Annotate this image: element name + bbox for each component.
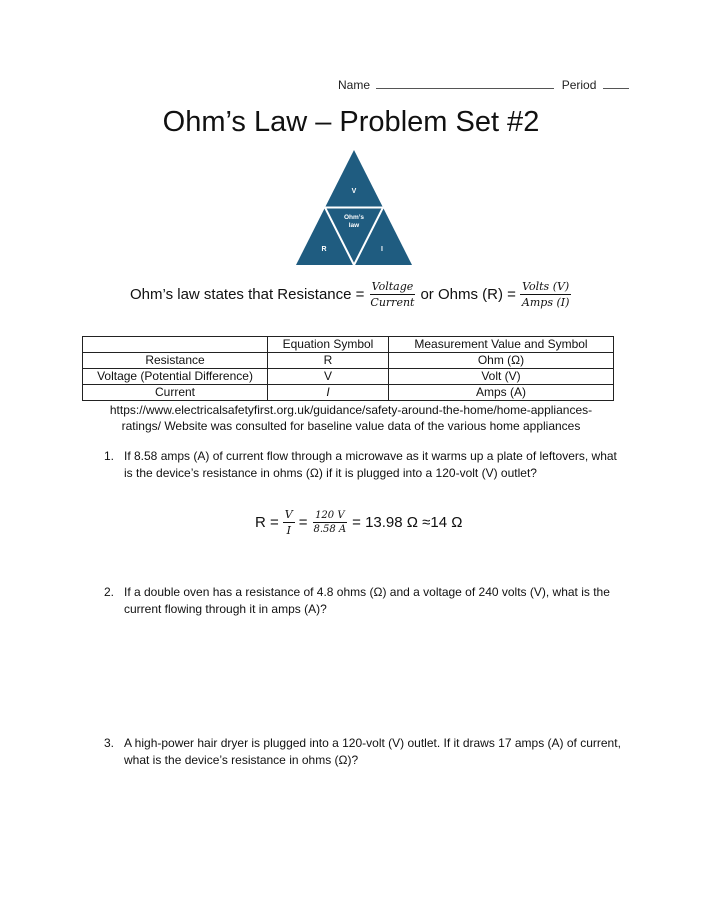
table-cell: Current <box>83 385 268 401</box>
source-citation <box>0 402 702 434</box>
table-row <box>83 369 614 385</box>
question-1-answer <box>255 508 462 537</box>
fraction-numerator: 120 V <box>315 510 345 521</box>
answer-result: = 13.98 Ω ≈14 Ω <box>352 514 463 531</box>
triangle-letter-r: R <box>321 246 327 253</box>
fraction-numerator: V <box>284 508 293 521</box>
question-text: A high-power hair dryer is plugged into a 120-volt (V) outlet. If it draws 17 amps (A) of current, what is the device’s resistance in ohms (Ω)? <box>124 736 621 767</box>
table-header-cell <box>83 337 268 353</box>
table-cell: Volt (V) <box>389 369 614 385</box>
triangle-letter-v: V <box>351 188 357 195</box>
law-prefix: Ohm’s law states that Resistance = <box>130 286 365 303</box>
ohms-law-triangle-diagram <box>296 150 412 265</box>
values-fraction <box>311 510 348 535</box>
period-label: Period <box>561 78 597 92</box>
table-cell: Voltage (Potential Difference) <box>83 369 268 385</box>
name-period-line <box>338 78 633 92</box>
table-cell: Ohm (Ω) <box>389 353 614 369</box>
ohms-law-statement <box>130 280 575 309</box>
fraction-denominator: 8.58 A <box>313 524 347 535</box>
symbol-reference-table <box>82 336 614 401</box>
table-cell: Amps (A) <box>389 385 614 401</box>
triangle-letter-i: I <box>381 246 383 253</box>
table-header-cell: Measurement Value and Symbol <box>389 337 614 353</box>
period-blank[interactable] <box>603 87 629 89</box>
table-row <box>83 353 614 369</box>
voltage-over-current-fraction <box>368 280 416 309</box>
table-cell: I <box>268 385 389 401</box>
fraction-denominator: Current <box>370 296 415 309</box>
fraction-denominator: I <box>286 524 291 537</box>
source-link[interactable]: https://www.electricalsafetyfirst.org.uk/guidance/safety-around-the-home/home-appliances- <box>109 403 593 417</box>
v-over-i-fraction <box>283 508 295 537</box>
answer-equals: = <box>298 514 308 531</box>
question-number: 2. <box>104 585 115 599</box>
table-cell: Resistance <box>83 353 268 369</box>
question-text: If 8.58 amps (A) of current flow through a microwave as it warms up a plate of leftovers, what is the device’s resistance in ohms (Ω) if it is plugged into a 120-volt (V) outlet? <box>124 449 617 480</box>
volts-over-amps-fraction <box>520 280 572 309</box>
answer-prefix: R = <box>255 514 279 531</box>
triangle-center-line1: Ohm’s <box>344 214 364 221</box>
name-blank[interactable] <box>376 87 554 89</box>
fraction-denominator: Amps (I) <box>521 296 570 309</box>
table-header-cell: Equation Symbol <box>268 337 389 353</box>
question-number: 3. <box>104 736 115 750</box>
table-row <box>83 385 614 401</box>
table-header-row <box>83 337 614 353</box>
page-title: Ohm’s Law – Problem Set #2 <box>162 106 540 138</box>
question-text: If a double oven has a resistance of 4.8 ohms (Ω) and a voltage of 240 volts (V), what is the current flowing through it in amps (A)? <box>124 585 610 616</box>
name-label: Name <box>338 78 371 92</box>
triangle-center-line2: law <box>348 222 360 229</box>
question-number: 1. <box>104 449 115 463</box>
fraction-numerator: Volts (V) <box>522 280 570 293</box>
source-note: ratings/ Website was consulted for baseline value data of the various home appliances <box>121 419 581 433</box>
law-middle: or Ohms (R) = <box>420 286 516 303</box>
table-cell: V <box>268 369 389 385</box>
fraction-numerator: Voltage <box>371 280 414 293</box>
table-cell: R <box>268 353 389 369</box>
